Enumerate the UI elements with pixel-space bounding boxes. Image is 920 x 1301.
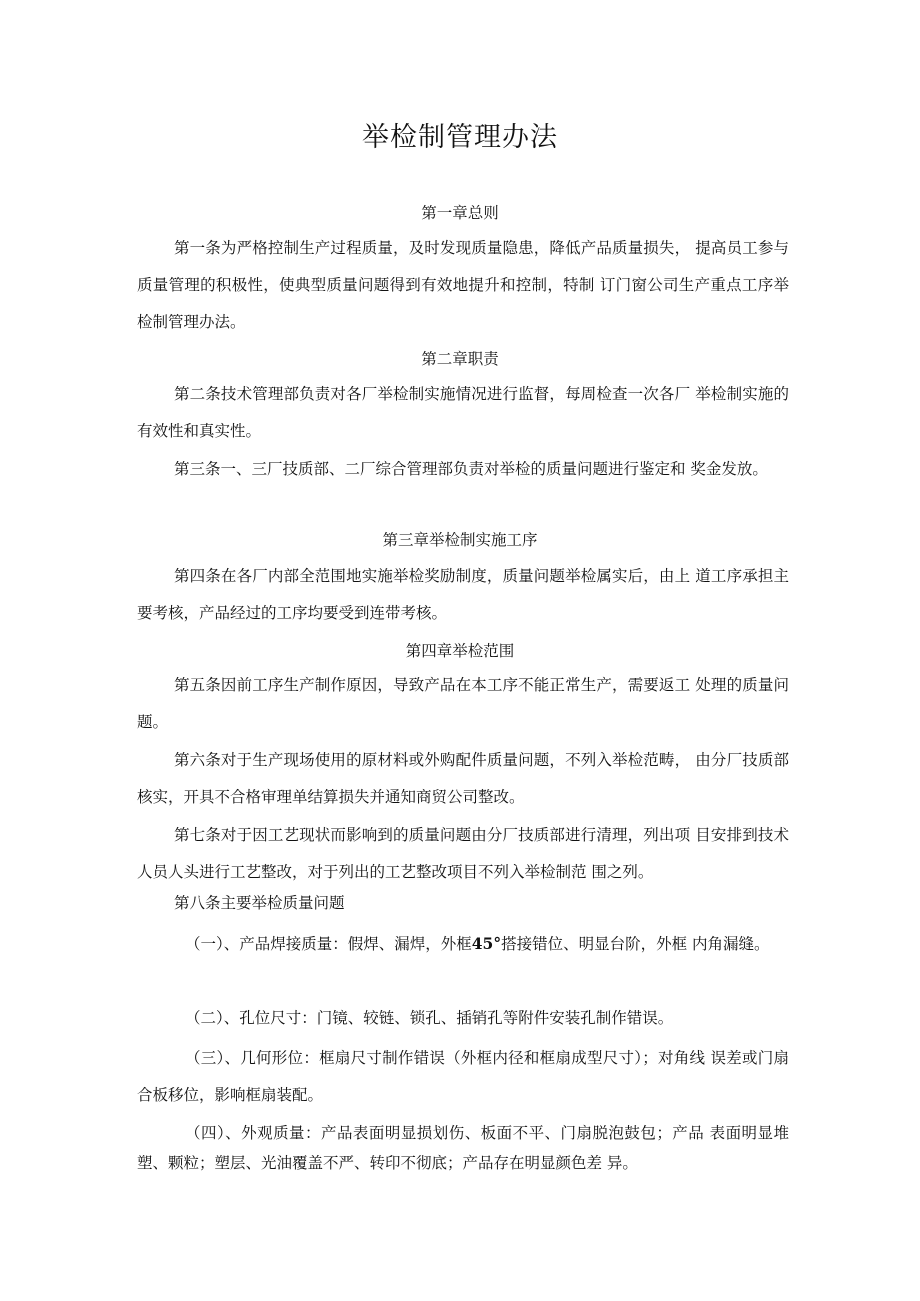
list-item: （四）、外观质量：产品表面明显损划伤、板面不平、门扇脱泡鼓包；产品 表面明显堆塑、颗粒；塑层、光油覆盖不严、转印不彻底；产品存在明显颜色差 异。 — [137, 1124, 789, 1172]
chapter-heading: 第二章职责 — [421, 350, 499, 368]
list-item: （二）、孔位尺寸：门镜、较链、锁孔、插销孔等附件安装孔制作错误。 — [185, 1009, 674, 1027]
article-paragraph: 第三条一、三厂技质部、二厂综合管理部负责对举检的质量问题进行鉴定和 奖金发放。 — [174, 460, 768, 478]
article-paragraph: 第六条对于生产现场使用的原材料或外购配件质量问题，不列入举检范畴， 由分厂技质部核实，开具不合格审理单结算损失并通知商贸公司整改。 — [137, 751, 789, 806]
chapter-heading: 第一章总则 — [421, 204, 499, 222]
chapter-heading: 第三章举检制实施工序 — [382, 531, 538, 549]
list-item — [137, 925, 789, 963]
article-paragraph: 第二条技术管理部负责对各厂举检制实施情况进行监督，每周检查一次各厂 举检制实施的有效性和真实性。 — [137, 385, 789, 440]
document-title: 举检制管理办法 — [362, 122, 558, 153]
article-paragraph: 第五条因前工序生产制作原因，导致产品在本工序不能正常生产，需要返工 处理的质量问题。 — [137, 676, 789, 731]
angle-value: 45° — [471, 934, 502, 953]
article-paragraph: 第四条在各厂内部全范围地实施举检奖励制度，质量问题举检属实后，由上 道工序承担主要考核，产品经过的工序均要受到连带考核。 — [137, 567, 789, 622]
list-item: （三）、几何形位：框扇尺寸制作错误（外框内径和框扇成型尺寸）；对角线 误差或门扇合板移位，影响框扇装配。 — [137, 1049, 789, 1104]
article-paragraph: 第一条为严格控制生产过程质量，及时发现质量隐患，降低产品质量损失， 提高员工参与质量管理的积极性，使典型质量问题得到有效地提升和控制，特制 订门窗公司生产重点工序举检制管理办法。 — [137, 239, 789, 331]
list-item-text: （一）、产品焊接质量：假焊、漏焊，外框 — [185, 935, 472, 953]
chapter-heading: 第四章举检范围 — [405, 642, 515, 660]
article-paragraph: 第八条主要举检质量问题 — [174, 894, 345, 912]
article-paragraph: 第七条对于因工艺现状而影响到的质量问题由分厂技质部进行清理，列出项 目安排到技术人员人头进行工艺整改，对于列出的工艺整改项目不列入举检制范 围之列。 — [137, 826, 789, 881]
list-item-text: 搭接错位、明显台阶，外框 内角漏缝。 — [501, 935, 770, 953]
